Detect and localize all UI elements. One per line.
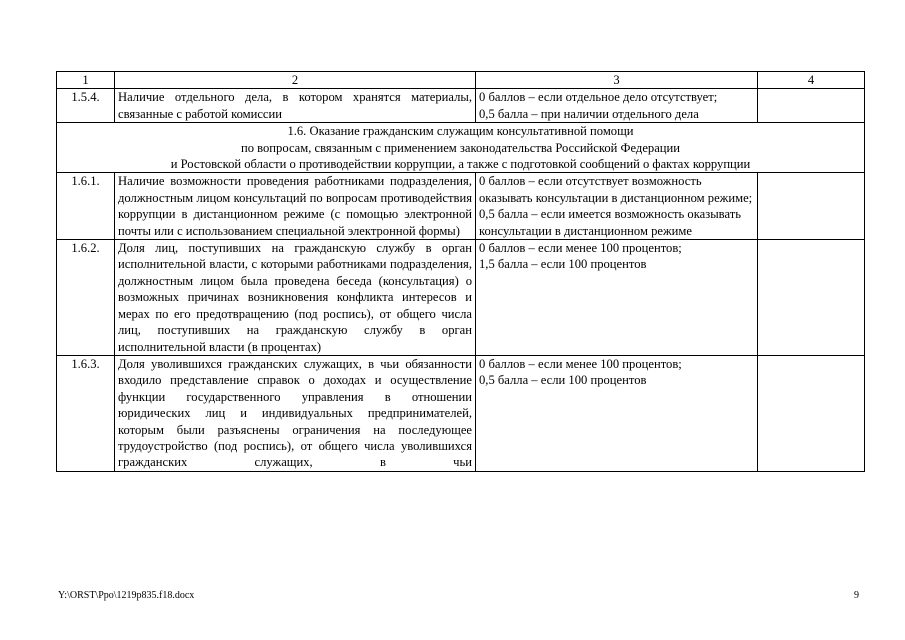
score-line: 0,5 балла – если имеется возможность оказывать консультации в дистанционном режиме <box>479 207 741 238</box>
header-col-2: 2 <box>115 72 476 89</box>
section-row <box>57 123 865 173</box>
score-line: 1,5 балла – если 100 процентов <box>479 257 647 272</box>
criteria-table <box>56 71 865 472</box>
table-row <box>57 355 865 471</box>
table-row <box>57 173 865 240</box>
row-description: Доля уволившихся гражданских служащих, в чьи обязанности входило представление справок о доходах и осуществление функции государственного управления в отношении юридических лиц и индивидуальных предпринимателей, которым были разъяснены ограничения на последующее трудоустройство (под роспись), от общего числа уволившихся гражданских служащих, в чьи <box>115 355 476 471</box>
row-col4 <box>758 173 865 240</box>
table-header-row <box>57 72 865 89</box>
footer-file-path: Y:\ORST\Ppo\1219p835.f18.docx <box>58 590 195 601</box>
row-number: 1.6.1. <box>57 173 115 240</box>
row-number: 1.6.2. <box>57 240 115 356</box>
section-heading-line: по вопросам, связанным с применением законодательства Российской Федерации <box>240 140 681 155</box>
row-col4 <box>758 240 865 356</box>
score-line: 0 баллов – если отдельное дело отсутствует; <box>479 90 718 105</box>
row-scoring <box>476 355 758 471</box>
row-scoring <box>476 173 758 240</box>
row-description: Доля лиц, поступивших на гражданскую службу в орган исполнительной власти, с которыми работниками подразделения, должностным лицом была проведена беседа (консультация) о возможных причинах возникновения конфликта интересов и мерах по его предотвращению (под роспись), от общего числа лиц, поступивших на гражданскую службу в орган исполнительной власти (в процентах) <box>115 240 476 356</box>
score-line: 0 баллов – если отсутствует возможность оказывать консультации в дистанционном режиме; <box>479 174 753 205</box>
score-line: 0 баллов – если менее 100 процентов; <box>479 356 682 371</box>
section-heading-line: 1.6. Оказание гражданским служащим консультативной помощи <box>287 124 634 139</box>
row-number: 1.6.3. <box>57 355 115 471</box>
row-col4 <box>758 89 865 123</box>
row-number: 1.5.4. <box>57 89 115 123</box>
header-col-1: 1 <box>57 72 115 89</box>
score-line: 0 баллов – если менее 100 процентов; <box>479 241 682 256</box>
table-row <box>57 89 865 123</box>
row-description: Наличие возможности проведения работниками подразделения, должностным лицом консультаций по вопросам противодействия коррупции в дистанционном режиме (с помощью электронной почты или с использованием специальной электронной формы) <box>115 173 476 240</box>
row-scoring <box>476 89 758 123</box>
row-scoring <box>476 240 758 356</box>
score-line: 0,5 балла – если 100 процентов <box>479 373 647 388</box>
header-col-3: 3 <box>476 72 758 89</box>
section-heading <box>57 123 865 173</box>
row-col4 <box>758 355 865 471</box>
row-description: Наличие отдельного дела, в котором хранятся материалы, связанные с работой комиссии <box>115 89 476 123</box>
header-col-4: 4 <box>758 72 865 89</box>
section-heading-line: и Ростовской области о противодействии коррупции, а также с подготовкой сообщений о фактах коррупции <box>170 157 751 172</box>
table-row <box>57 240 865 356</box>
score-line: 0,5 балла – при наличии отдельного дела <box>479 106 699 121</box>
footer-page-number: 9 <box>854 590 859 601</box>
